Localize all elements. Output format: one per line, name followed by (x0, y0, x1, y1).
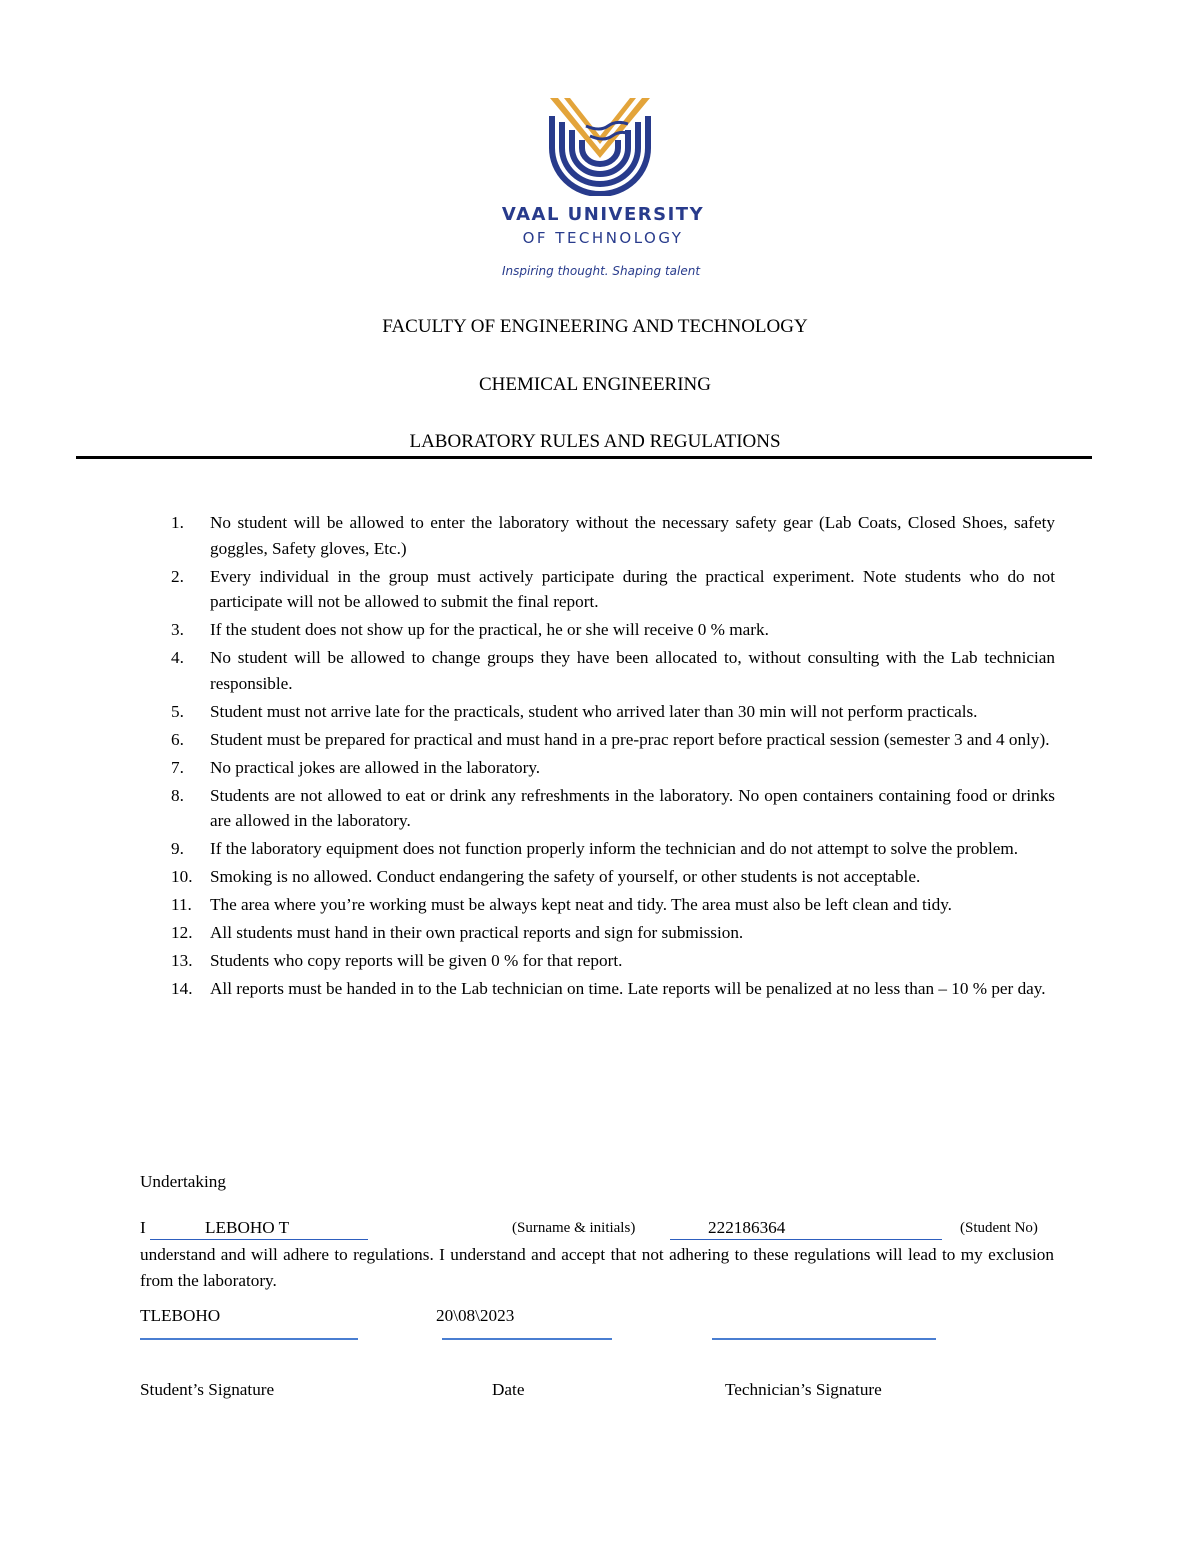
rule-number: 4. (171, 648, 184, 667)
student-signature-value[interactable]: TLEBOHO (140, 1306, 221, 1325)
rule-item (140, 617, 1055, 643)
date-label: Date (492, 1380, 525, 1399)
undertaking-prefix: I (140, 1218, 146, 1237)
rule-text: Smoking is no allowed. Conduct endangering the safety of yourself, or other students is not acceptable. (210, 867, 921, 886)
date-line (442, 1338, 612, 1340)
rule-text: Every individual in the group must actively participate during the practical experiment. Note students who do not participate will not be allowed to submit the final report. (210, 566, 1055, 611)
rule-item (140, 892, 1055, 918)
student-signature-label: Student’s Signature (140, 1380, 275, 1399)
rules-list (140, 510, 1055, 1004)
technician-signature-line (712, 1338, 936, 1340)
rule-item (140, 564, 1055, 615)
date-value[interactable]: 20\08\2023 (436, 1306, 515, 1325)
department-heading: CHEMICAL ENGINEERING (478, 374, 712, 395)
surname-caption: (Surname & initials) (512, 1220, 636, 1236)
rule-text: The area where you’re working must be always kept neat and tidy. The area must also be left clean and tidy. (210, 895, 952, 914)
rule-text: No student will be allowed to enter the laboratory without the necessary safety gear (Lab Coats, Closed Shoes, safety goggles, Safety gloves, Etc.) (210, 513, 1055, 558)
rule-number: 7. (171, 757, 184, 777)
rule-item (140, 864, 1055, 890)
rule-number: 14. (171, 979, 193, 998)
rule-text: All students must hand in their own practical reports and sign for submission. (210, 923, 744, 942)
rule-item (140, 727, 1055, 753)
university-emblem-icon (548, 96, 652, 196)
undertaking-statement: understand and will adhere to regulations. I understand and accept that not adhering to these regulations will lead to my exclusion from the laboratory. (140, 1245, 1054, 1290)
rule-number: 12. (171, 923, 193, 942)
rule-number: 3. (171, 620, 184, 639)
rule-number: 9. (171, 839, 184, 858)
student-number-caption: (Student No) (960, 1220, 1038, 1236)
rule-number: 8. (171, 785, 184, 805)
rule-item (140, 836, 1055, 862)
rule-number: 13. (171, 951, 193, 970)
rule-item (140, 699, 1055, 725)
rule-item (140, 755, 1055, 781)
rule-item (140, 645, 1055, 696)
student-number-value[interactable]: 222186364 (708, 1218, 786, 1237)
rule-number: 5. (171, 701, 184, 721)
rule-text: If the laboratory equipment does not function properly inform the technician and do not attempt to solve the problem. (210, 839, 1019, 858)
rule-number: 11. (171, 895, 192, 914)
rule-text: If the student does not show up for the practical, he or she will receive 0 % mark. (210, 620, 769, 639)
logo-university-subname: OF TECHNOLOGY (522, 229, 684, 247)
rule-text: Student must not arrive late for the practicals, student who arrived later than 30 min will not perform practicals. (210, 701, 978, 721)
rule-item (140, 948, 1055, 974)
rule-number: 2. (171, 566, 184, 586)
rule-text: Students are not allowed to eat or drink any refreshments in the laboratory. No open containers containing food or drinks are allowed in the laboratory. (210, 785, 1055, 830)
logo-tagline: Inspiring thought. Shaping talent (501, 264, 701, 278)
student-number-underline (670, 1239, 942, 1240)
rule-text: No student will be allowed to change groups they have been allocated to, without consulting with the Lab technician responsible. (210, 648, 1055, 693)
rule-number: 6. (171, 729, 184, 749)
rule-item (140, 510, 1055, 561)
rule-number: 10. (171, 867, 193, 886)
document-title: LABORATORY RULES AND REGULATIONS (409, 431, 781, 452)
logo-university-name: VAAL UNIVERSITY (501, 204, 705, 225)
student-signature-line (140, 1338, 358, 1340)
faculty-heading: FACULTY OF ENGINEERING AND TECHNOLOGY (382, 316, 808, 337)
rule-item (140, 783, 1055, 834)
rule-item (140, 920, 1055, 946)
rule-number: 1. (171, 513, 184, 532)
surname-field-value[interactable]: LEBOHO T (205, 1218, 290, 1237)
rule-text: Student must be prepared for practical and must hand in a pre-prac report before practical session (semester 3 and 4 only). (210, 729, 1050, 749)
rule-item (140, 976, 1055, 1002)
rule-text: All reports must be handed in to the Lab technician on time. Late reports will be penalized at no less than – 10 % per day. (210, 979, 1046, 998)
undertaking-label: Undertaking (140, 1172, 226, 1191)
surname-underline (150, 1239, 368, 1240)
rule-text: Students who copy reports will be given 0 % for that report. (210, 951, 623, 970)
university-logo (492, 92, 712, 292)
rule-text: No practical jokes are allowed in the laboratory. (210, 757, 541, 777)
technician-signature-label: Technician’s Signature (725, 1380, 882, 1399)
title-divider (76, 456, 1092, 459)
